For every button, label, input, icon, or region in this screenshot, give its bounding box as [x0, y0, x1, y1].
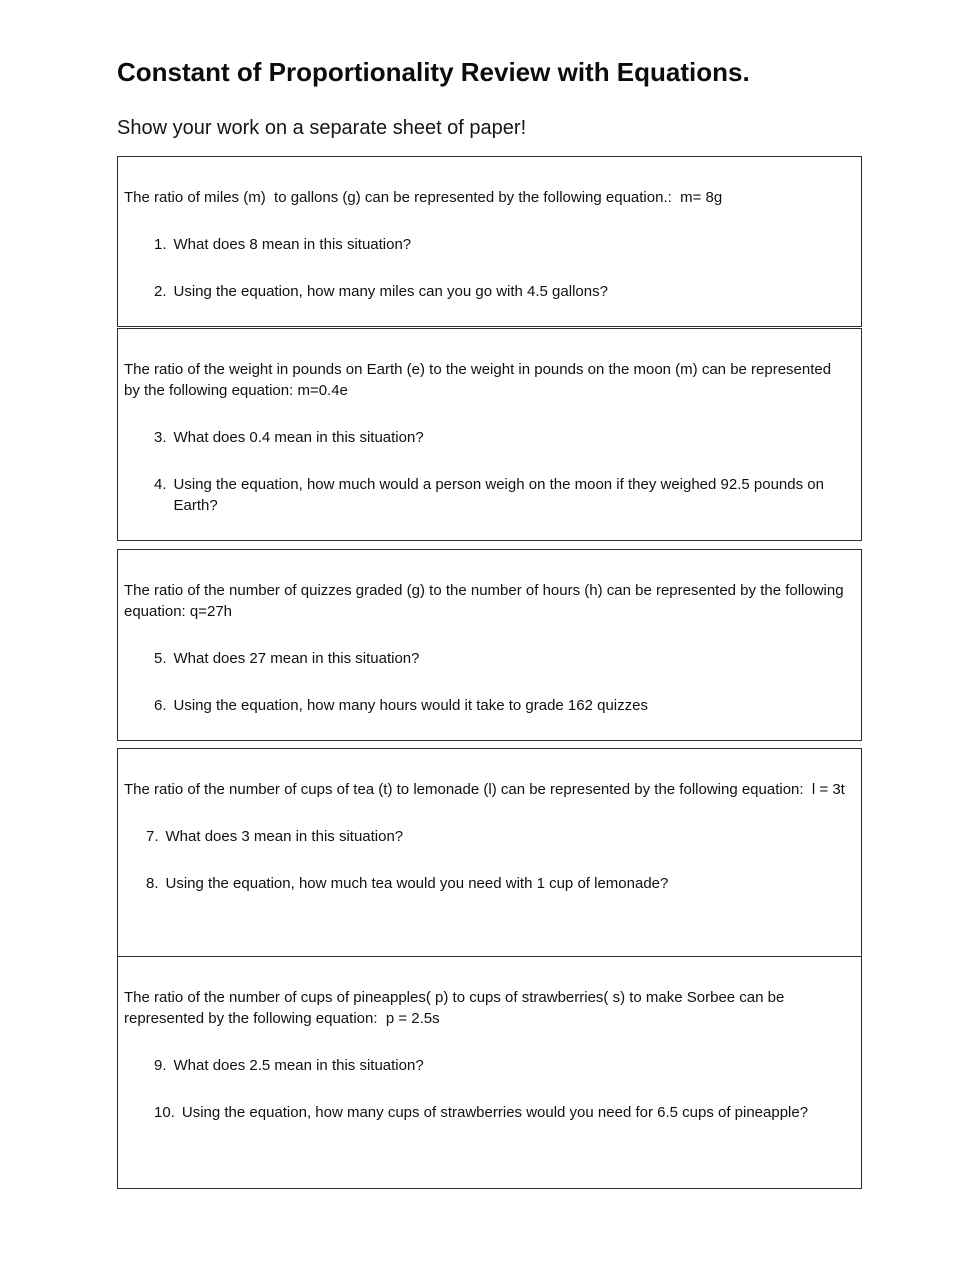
- question-item: [154, 234, 851, 255]
- question-item: [154, 695, 851, 716]
- question-number: 2.: [154, 282, 167, 300]
- question-text: Using the equation, how much tea would you need with 1 cup of lemonade?: [165, 874, 669, 892]
- question-text: Using the equation, how many hours would it take to grade 162 quizzes: [173, 696, 648, 714]
- worksheet-section-5: [117, 956, 862, 1189]
- question-text: Using the equation, how many cups of strawberries would you need for 6.5 cups of pineapple?: [181, 1103, 809, 1121]
- section-prompt: The ratio of miles (m) to gallons (g) can be represented by the following equation.: m= 8g: [124, 188, 723, 206]
- question-number: 10.: [154, 1103, 175, 1121]
- question-text: What does 8 mean in this situation?: [173, 235, 412, 253]
- worksheet-sections: [117, 156, 862, 1189]
- section-prompt: The ratio of the number of quizzes graded (g) to the number of hours (h) can be represented by the following equation: q=27h: [124, 581, 848, 620]
- question-item: [154, 648, 851, 669]
- question-number: 9.: [154, 1056, 167, 1074]
- question-number: 6.: [154, 696, 167, 714]
- page-subtitle: Show your work on a separate sheet of paper!: [117, 116, 527, 139]
- worksheet-section-1: [117, 156, 862, 327]
- question-item: [146, 826, 851, 847]
- question-number: 8.: [146, 874, 159, 892]
- question-item: [154, 1055, 851, 1076]
- question-item: [146, 873, 851, 894]
- question-number: 3.: [154, 428, 167, 446]
- question-item: [154, 474, 851, 516]
- page-title: Constant of Proportionality Review with Equations.: [117, 57, 750, 87]
- question-item: [154, 1102, 851, 1123]
- section-prompt: The ratio of the number of cups of tea (t) to lemonade (l) can be represented by the following equation: l = 3t: [124, 780, 845, 798]
- question-number: 5.: [154, 649, 167, 667]
- worksheet-section-4: [117, 748, 862, 957]
- question-text: Using the equation, how many miles can you go with 4.5 gallons?: [173, 282, 608, 300]
- question-text: What does 3 mean in this situation?: [165, 827, 404, 845]
- worksheet-section-2: [117, 328, 862, 541]
- question-item: [154, 281, 851, 302]
- question-item: [154, 427, 851, 448]
- question-text: What does 27 mean in this situation?: [173, 649, 420, 667]
- section-prompt: The ratio of the number of cups of pineapples( p) to cups of strawberries( s) to make Sorbee can be represented by the following equation: p = 2.5s: [124, 988, 789, 1027]
- question-number: 7.: [146, 827, 159, 845]
- question-number: 1.: [154, 235, 167, 253]
- section-prompt: The ratio of the weight in pounds on Earth (e) to the weight in pounds on the moon (m) can be represented by the following equation: m=0.4e: [124, 360, 836, 399]
- question-text: What does 2.5 mean in this situation?: [173, 1056, 424, 1074]
- question-number: 4.: [154, 475, 167, 493]
- question-text: What does 0.4 mean in this situation?: [173, 428, 424, 446]
- question-text: Using the equation, how much would a person weigh on the moon if they weighed 92.5 pounds on Earth?: [173, 475, 829, 514]
- worksheet-section-3: [117, 549, 862, 741]
